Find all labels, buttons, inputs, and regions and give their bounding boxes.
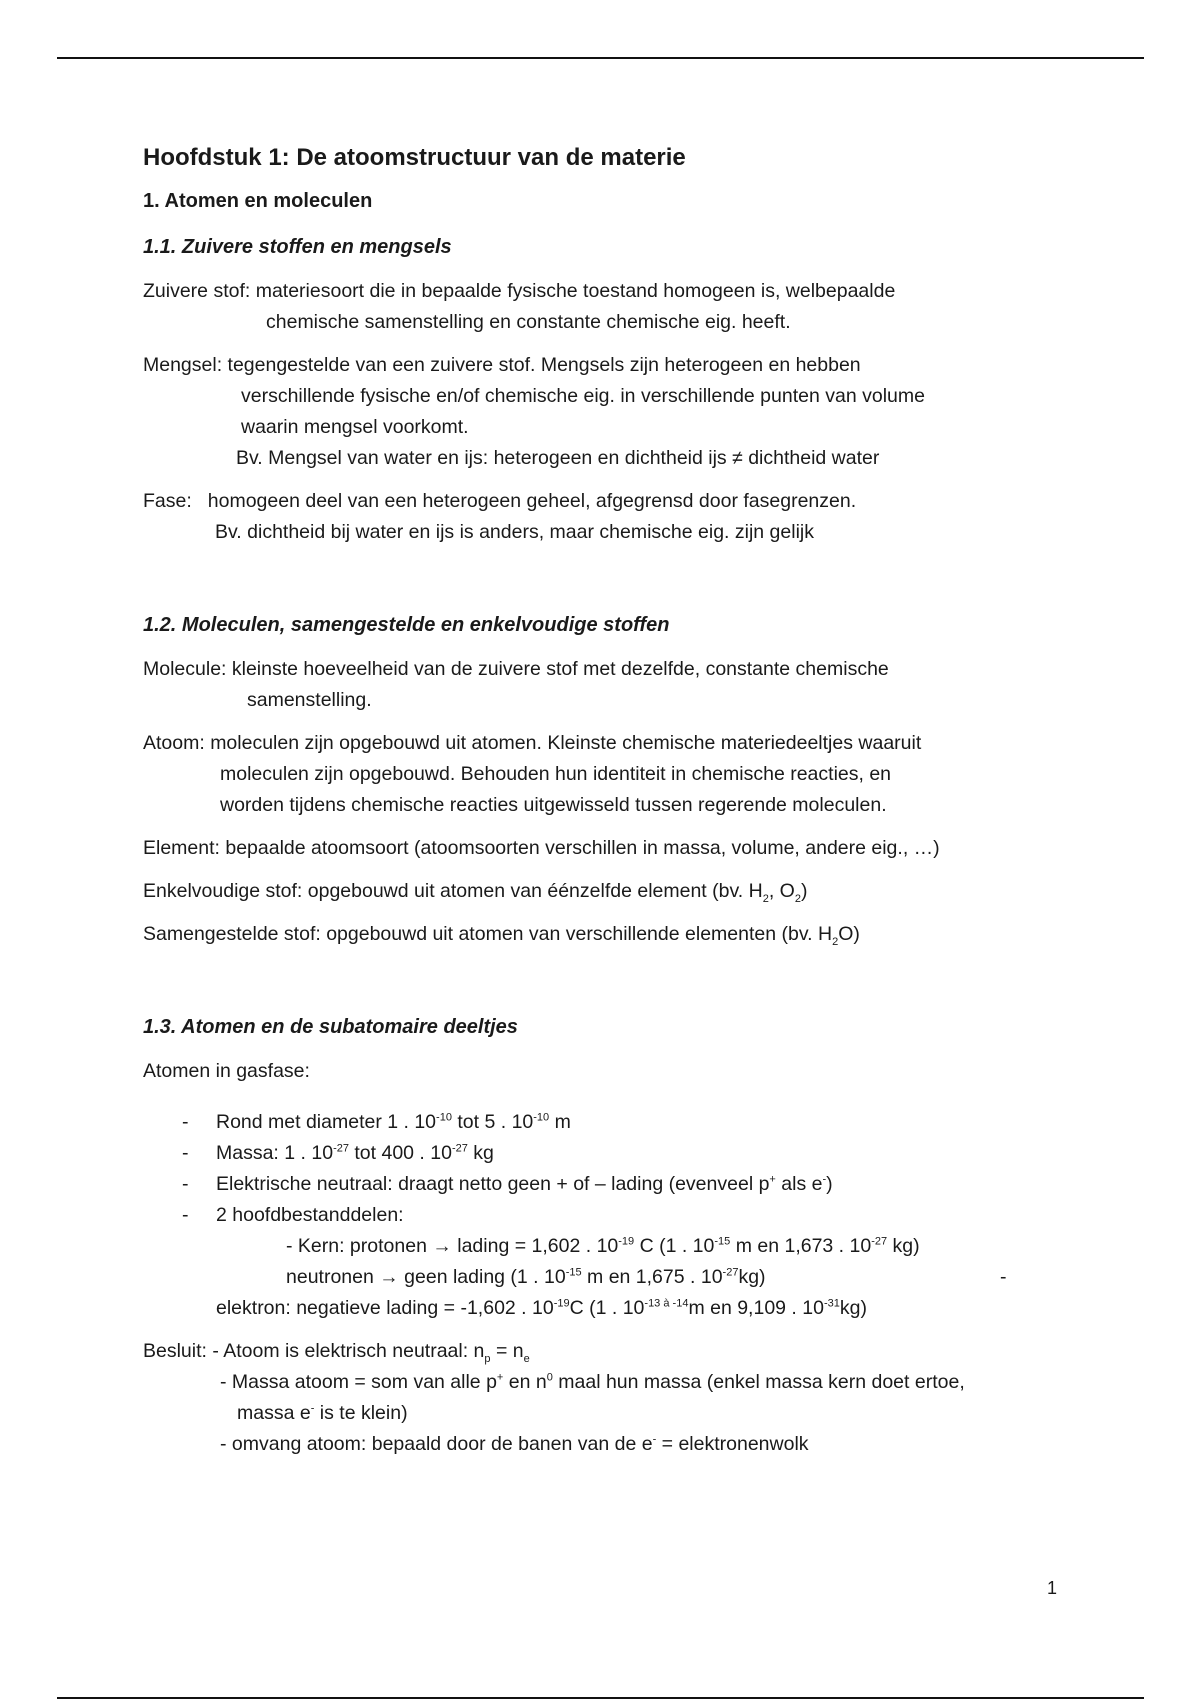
footer-rule xyxy=(57,1697,1144,1699)
definition-mengsel: Mengsel: tegengestelde van een zuivere stof. Mengsels zijn heterogeen en hebben verschillende fysische en/of chemische eig. in verschillende punten van volume waarin mengsel voorkomt. Bv. Mengsel van water en ijs: heterogeen en dichtheid ijs ≠ dichtheid water xyxy=(143,354,925,469)
subsection-heading-1-2: 1.2. Moleculen, samengestelde en enkelvoudige stoffen xyxy=(143,614,670,636)
document-body xyxy=(143,140,1083,1460)
definition-samengestelde-stof: Samengestelde stof: opgebouwd uit atomen van verschillende elementen (bv. $H_2O$) xyxy=(143,923,860,948)
definition-enkelvoudige-stof: Enkelvoudige stof: opgebouwd uit atomen van éénzelfde element (bv. $H_2$, $O_2$) xyxy=(143,880,808,905)
subsection-heading-1-1: 1.1. Zuivere stoffen en mengsels xyxy=(143,236,452,258)
definition-fase: Fase: homogeen deel van een heterogeen geheel, afgegrensd door fasegrenzen. Bv. dichtheid bij water en ijs is anders, maar chemische eig. zijn gelijk xyxy=(143,490,857,543)
list-item: - Massa: 1 . $10^{-27}$ tot 400 . $10^{-27}$ kg xyxy=(143,1138,1083,1169)
list-subitem-elektron: elektron: negatieve lading = -1,602 . $10^{-19}C$ (1 . $10^{-13 à -14}m$ en 9,109 . $10^{-31}kg$) xyxy=(216,1297,867,1319)
list-subitem-neutronen: neutronen → geen lading (1 . $10^{-15}$ m en 1,675 . $10^{-27}kg$) - xyxy=(286,1266,1007,1288)
list-subitem-kern: - Kern: protonen → lading = 1,602 . $10^{-19}$ C (1 . $10^{-15}$ m en 1,673 . $10^{-27}$ kg) xyxy=(286,1235,920,1257)
definition-atoom: Atoom: moleculen zijn opgebouwd uit atomen. Kleinste chemische materiedeeltjes waaruit moleculen zijn opgebouwd. Behouden hun identiteit in chemische reacties, en worden tijdens chemische reacties uitgewisseld tussen regerende moleculen. xyxy=(143,732,922,816)
section-heading-atomen: 1. Atomen en moleculen xyxy=(143,190,373,212)
header-rule xyxy=(57,57,1144,59)
subsection-heading-1-3: 1.3. Atomen en de subatomaire deeltjes xyxy=(143,1016,518,1038)
list-item: - 2 hoofdbestanddelen: xyxy=(143,1200,1083,1231)
definition-molecule: Molecule: kleinste hoeveelheid van de zuivere stof met dezelfde, constante chemische samenstelling. xyxy=(143,658,889,711)
besluit-block: Besluit: - Atoom is elektrisch neutraal: $n_p = n_e$ - Massa atoom = som van alle p+ en $n^0$ maal hun massa (enkel massa kern doet ertoe, massa e- is te klein) - omvang atoom: bepaald door de banen van de e- = elektronenwolk xyxy=(143,1340,965,1455)
list-item: - Rond met diameter 1 . $10^{-10}$ tot 5 . $10^{-10}$ m xyxy=(143,1107,1083,1138)
page-number: 1 xyxy=(1047,1578,1058,1598)
gasfase-intro: Atomen in gasfase: xyxy=(143,1060,310,1082)
list-item: - Elektrische neutraal: draagt netto geen + of – lading (evenveel p+ als e-) xyxy=(143,1169,1083,1200)
gasfase-list xyxy=(143,1107,1083,1324)
definition-element: Element: bepaalde atoomsoort (atoomsoorten verschillen in massa, volume, andere eig., …) xyxy=(143,837,940,859)
chapter-title: Hoofdstuk 1: De atoomstructuur van de materie xyxy=(143,144,686,171)
definition-zuivere-stof: Zuivere stof: materiesoort die in bepaalde fysische toestand homogeen is, welbepaalde chemische samenstelling en constante chemische eig. heeft. xyxy=(143,280,896,333)
